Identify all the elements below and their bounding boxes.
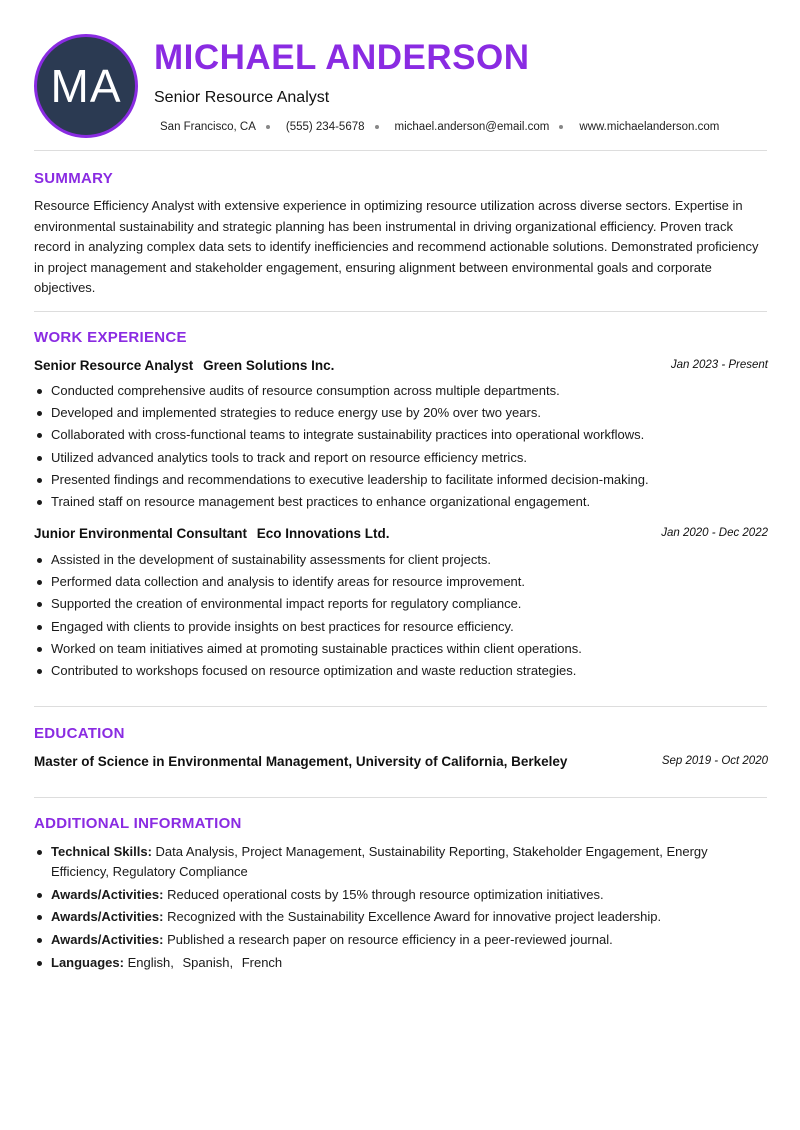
candidate-title: Senior Resource Analyst <box>154 89 330 106</box>
section-divider <box>34 797 767 798</box>
list-item <box>34 885 754 905</box>
list-item: Utilized advanced analytics tools to track and report on resource efficiency metrics. <box>34 447 768 469</box>
job-company: Eco Innovations Ltd. <box>256 526 390 541</box>
info-label: Awards/Activities: <box>51 931 164 947</box>
info-label: Awards/Activities: <box>51 909 164 924</box>
list-item: Developed and implemented strategies to reduce energy use by 20% over two years. <box>34 402 768 424</box>
education-dates: Sep 2019 - Oct 2020 <box>661 755 768 767</box>
avatar-initials: MA <box>50 60 122 112</box>
job-dates: Jan 2023 - Present <box>670 359 768 371</box>
list-item <box>34 930 754 950</box>
job-bullet-list <box>34 549 768 682</box>
list-item: Assisted in the development of sustainability assessments for client projects. <box>34 549 768 571</box>
contact-bar <box>160 121 719 133</box>
contact-email[interactable]: michael.anderson@email.com <box>394 121 550 133</box>
avatar <box>34 34 138 138</box>
info-text: Published a research paper on resource efficiency in a peer-reviewed journal. <box>167 931 613 947</box>
language: Spanish, <box>182 954 234 970</box>
contact-location: San Francisco, CA <box>160 121 256 133</box>
list-item <box>34 907 754 927</box>
language: French <box>241 954 283 970</box>
job-header <box>34 526 768 541</box>
separator-dot-icon <box>559 125 563 129</box>
info-text: Data Analysis, Project Management, Sustainability Reporting, Stakeholder Engagement, Energy Efficiency, Regulatory Compliance <box>51 844 708 879</box>
list-item: Trained staff on resource management best practices to enhance organizational engagement. <box>34 491 768 513</box>
education-entry <box>34 754 768 769</box>
list-item <box>34 953 754 973</box>
list-item: Contributed to workshops focused on resource optimization and waste reduction strategies. <box>34 660 768 682</box>
separator-dot-icon <box>375 125 379 129</box>
job-role: Senior Resource Analyst <box>34 358 194 373</box>
resume-header <box>34 34 768 138</box>
contact-website[interactable]: www.michaelanderson.com <box>579 121 720 133</box>
list-item: Performed data collection and analysis to identify areas for resource improvement. <box>34 571 768 593</box>
list-item: Collaborated with cross-functional teams to integrate sustainability practices into operational workflows. <box>34 424 768 446</box>
job-role: Junior Environmental Consultant <box>34 526 248 541</box>
job-company: Green Solutions Inc. <box>203 358 335 373</box>
list-item <box>34 842 754 882</box>
separator-dot-icon <box>266 125 270 129</box>
work-experience-heading: WORK EXPERIENCE <box>34 329 187 346</box>
list-item: Engaged with clients to provide insights on best practices for resource efficiency. <box>34 616 768 638</box>
list-item: Worked on team initiatives aimed at promoting sustainable practices within client operations. <box>34 638 768 660</box>
list-item: Supported the creation of environmental impact reports for regulatory compliance. <box>34 593 768 615</box>
summary-text: Resource Efficiency Analyst with extensive experience in optimizing resource utilization across diverse sectors. Expertise in environmental sustainability and strategic planning has been instrumental in driving organizational efficiency. Proven track record in analyzing complex data sets to identify inefficiencies and recommend actionable solutions. Demonstrated proficiency in project management and stakeholder engagement, ensuring alignment between environmental goals and corporate objectives. <box>34 198 759 295</box>
list-item: Conducted comprehensive audits of resource consumption across multiple departments. <box>34 380 768 402</box>
additional-info-list <box>34 842 754 975</box>
section-divider <box>34 150 767 151</box>
contact-phone: (555) 234-5678 <box>285 121 365 133</box>
info-label: Technical Skills: <box>51 844 152 859</box>
job-header <box>34 358 768 373</box>
candidate-name: MICHAEL ANDERSON <box>154 38 530 77</box>
additional-info-heading: ADDITIONAL INFORMATION <box>34 815 242 832</box>
language: English, <box>127 954 174 970</box>
info-label: Awards/Activities: <box>51 886 164 902</box>
summary-heading: SUMMARY <box>34 170 114 187</box>
job-dates: Jan 2020 - Dec 2022 <box>661 527 768 539</box>
section-divider <box>34 706 767 707</box>
info-text: Reduced operational costs by 15% through resource optimization initiatives. <box>167 886 604 902</box>
info-label: Languages: <box>51 954 124 970</box>
list-item: Presented findings and recommendations to executive leadership to facilitate informed decision-making. <box>34 469 768 491</box>
job-bullet-list <box>34 380 768 513</box>
education-degree: Master of Science in Environmental Management, University of California, Berkeley <box>34 754 568 769</box>
info-text: Recognized with the Sustainability Excellence Award for innovative project leadership. <box>167 909 662 924</box>
section-divider <box>34 311 767 312</box>
education-heading: EDUCATION <box>34 725 125 742</box>
